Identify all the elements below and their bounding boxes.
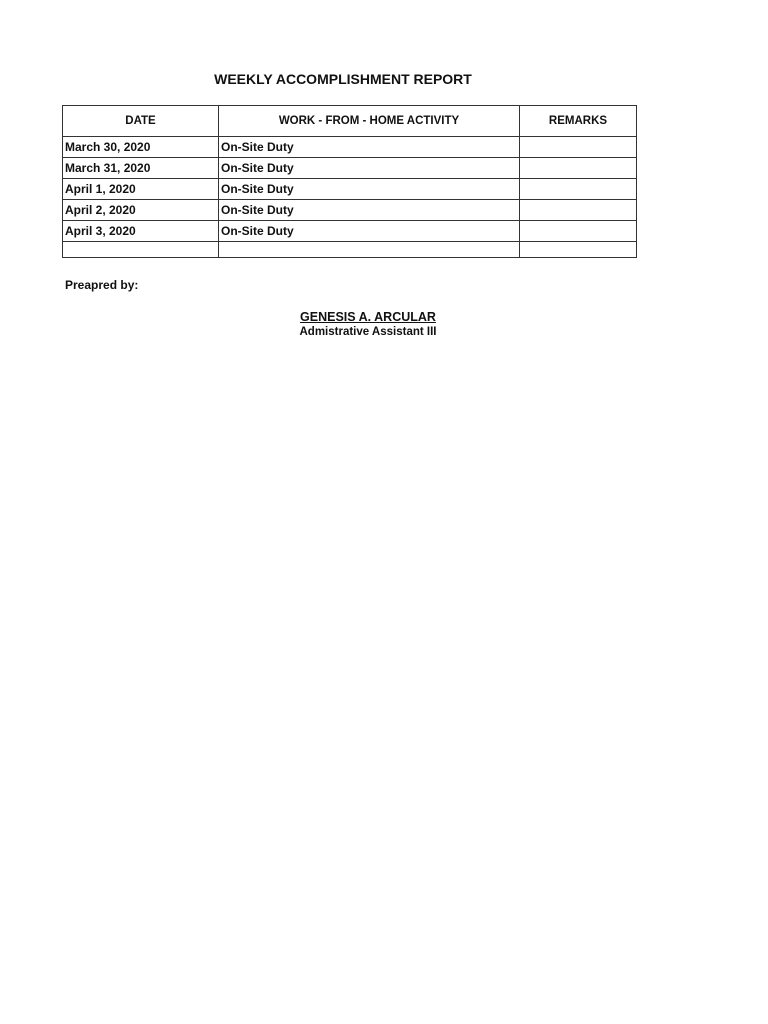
table-row xyxy=(63,221,637,242)
table-row xyxy=(63,200,637,221)
header-activity: WORK - FROM - HOME ACTIVITY xyxy=(219,106,520,137)
date-cell: April 3, 2020 xyxy=(63,221,219,242)
remarks-cell xyxy=(520,179,637,200)
remarks-cell xyxy=(520,200,637,221)
date-cell: March 31, 2020 xyxy=(63,158,219,179)
prepared-by-label: Preapred by: xyxy=(65,278,139,292)
empty-cell xyxy=(63,242,219,258)
signatory-position: Admistrative Assistant III xyxy=(299,326,437,338)
table-row xyxy=(63,137,637,158)
header-date: DATE xyxy=(63,106,219,137)
accomplishment-table xyxy=(62,105,637,258)
remarks-cell xyxy=(520,158,637,179)
remarks-cell xyxy=(520,221,637,242)
empty-cell xyxy=(520,242,637,258)
table-header-row xyxy=(63,106,637,137)
remarks-cell xyxy=(520,137,637,158)
empty-row xyxy=(63,242,637,258)
table-row xyxy=(63,179,637,200)
empty-cell xyxy=(219,242,520,258)
report-title: WEEKLY ACCOMPLISHMENT REPORT xyxy=(214,71,472,87)
activity-cell: On-Site Duty xyxy=(219,158,520,179)
activity-cell: On-Site Duty xyxy=(219,200,520,221)
date-cell: April 2, 2020 xyxy=(63,200,219,221)
header-remarks: REMARKS xyxy=(520,106,637,137)
activity-cell: On-Site Duty xyxy=(219,179,520,200)
table-row xyxy=(63,158,637,179)
signatory-name: GENESIS A. ARCULAR xyxy=(300,310,436,324)
activity-cell: On-Site Duty xyxy=(219,221,520,242)
date-cell: April 1, 2020 xyxy=(63,179,219,200)
activity-cell: On-Site Duty xyxy=(219,137,520,158)
date-cell: March 30, 2020 xyxy=(63,137,219,158)
